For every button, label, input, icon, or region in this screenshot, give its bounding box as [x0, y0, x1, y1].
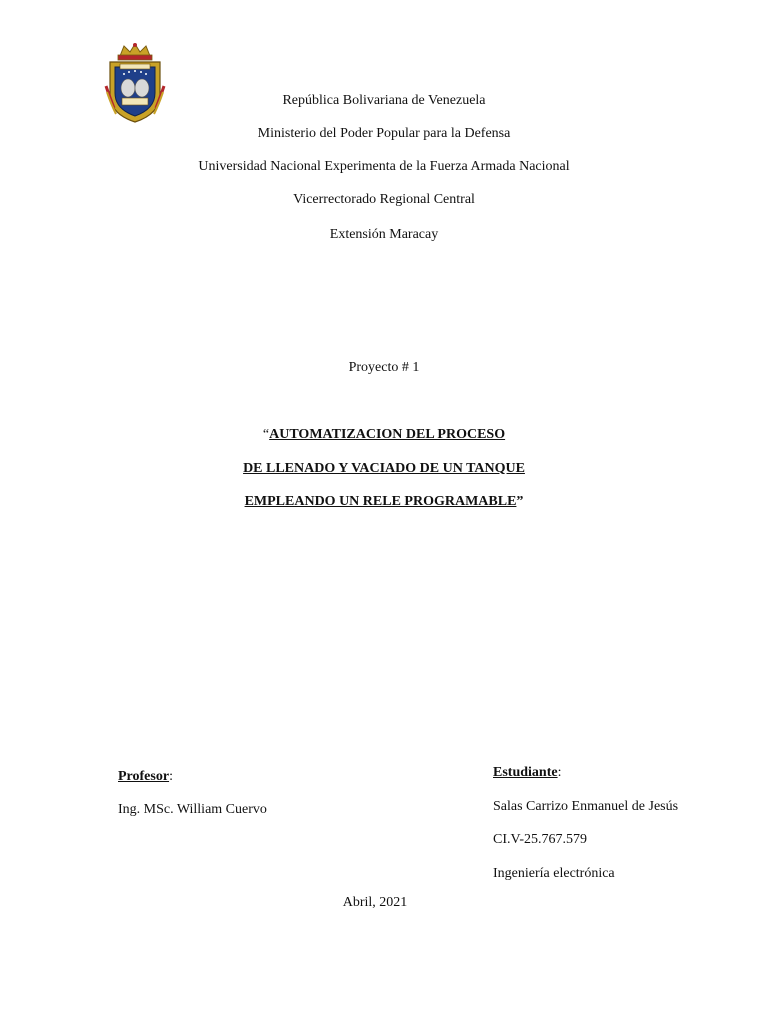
title-line-1-text: AUTOMATIZACION DEL PROCESO	[269, 427, 506, 442]
document-date: Abril, 2021	[342, 895, 408, 910]
student-name: Salas Carrizo Enmanuel de Jesús	[493, 799, 679, 814]
header-university: Universidad Nacional Experimenta de la Fuerza Armada Nacional	[198, 159, 570, 174]
header-vice-rectorate: Vicerrectorado Regional Central	[293, 192, 475, 207]
title-line-3-text: EMPLEANDO UN RELE PROGRAMABLE	[244, 494, 517, 509]
professor-heading	[118, 768, 173, 786]
student-label: Estudiante	[493, 765, 558, 780]
student-program: Ingeniería electrónica	[493, 866, 615, 881]
title-line-3	[0, 493, 768, 511]
student-colon: :	[557, 765, 562, 780]
professor-name: Ing. MSc. William Cuervo	[118, 802, 267, 817]
title-open-quote: “	[262, 427, 270, 442]
header-ministry: Ministerio del Poder Popular para la Defensa	[257, 126, 511, 141]
title-line-2	[0, 460, 768, 478]
student-id: CI.V-25.767.579	[493, 832, 587, 847]
title-close-quote: ”	[516, 494, 524, 509]
title-line-2-text: DE LLENADO Y VACIADO DE UN TANQUE	[243, 461, 525, 476]
university-crest-logo	[104, 42, 166, 126]
professor-colon: :	[169, 769, 173, 784]
professor-label: Profesor	[118, 769, 170, 784]
project-label: Proyecto # 1	[348, 360, 420, 375]
title-line-1	[0, 426, 768, 444]
header-extension: Extensión Maracay	[329, 227, 439, 242]
student-heading	[493, 764, 561, 782]
header-country: República Bolivariana de Venezuela	[282, 93, 486, 108]
